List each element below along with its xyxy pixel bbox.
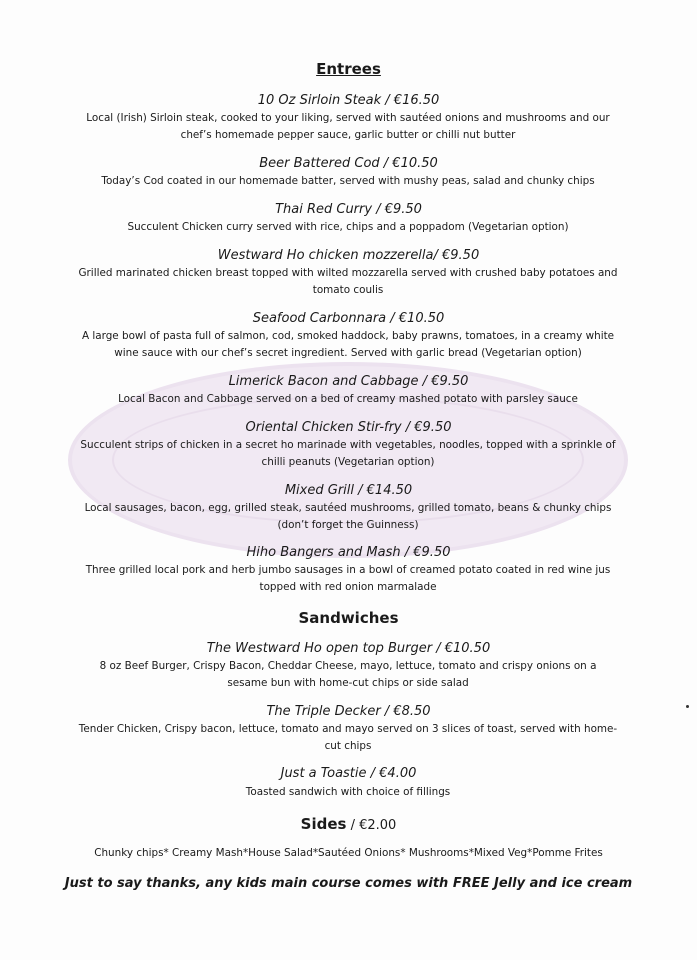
dish-name: Oriental Chicken Stir-fry / €9.50 (245, 420, 452, 435)
dish-description: Grilled marinated chicken breast topped with wilted mozzarella served with crushed baby potatoes and tomato coulis (78, 267, 618, 296)
sandwiches-heading: Sandwiches (298, 609, 399, 627)
entrees-heading (0, 60, 697, 78)
dish-description: Three grilled local pork and herb jumbo sausages in a bowl of creamed potato coated in red wine jus topped with red onion marmalade (85, 564, 611, 593)
dish-description: Today’s Cod coated in our homemade batter, served with mushy peas, salad and chunky chips (101, 175, 595, 187)
dish-description: Local sausages, bacon, egg, grilled steak, sautéed mushrooms, grilled tomato, beans & chunky chips (don’t forget the Guinness) (84, 502, 612, 531)
sides-list: Chunky chips* Creamy Mash*House Salad*Sautéed Onions* Mushrooms*Mixed Veg*Pomme Frites (94, 847, 603, 859)
scan-speck (686, 705, 689, 708)
dish-description: 8 oz Beef Burger, Crispy Bacon, Cheddar Cheese, mayo, lettuce, tomato and crispy onions on a sesame bun with home-cut chips or side salad (99, 660, 597, 689)
dish-name: Limerick Bacon and Cabbage / €9.50 (228, 374, 469, 389)
dish-name: The Triple Decker / €8.50 (266, 704, 431, 719)
sides-price: / €2.00 (346, 818, 397, 833)
dish-description: Succulent Chicken curry served with rice, chips and a poppadom (Vegetarian option) (127, 221, 569, 233)
dish-name: Just a Toastie / €4.00 (280, 766, 417, 781)
dish-name: Seafood Carbonnara / €10.50 (252, 311, 445, 326)
dish-name: Beer Battered Cod / €10.50 (259, 156, 438, 171)
dish-description: Succulent strips of chicken in a secret ho marinade with vegetables, noodles, topped with a sprinkle of chilli peanuts (Vegetarian option) (80, 439, 616, 468)
dish-description: Tender Chicken, Crispy bacon, lettuce, tomato and mayo served on 3 slices of toast, served with home-cut chips (78, 723, 618, 752)
entrees-heading-text: Entrees (316, 60, 381, 78)
dish-description: Toasted sandwich with choice of fillings (245, 786, 451, 798)
dish-name: Thai Red Curry / €9.50 (275, 202, 422, 217)
kids-offer-note: Just to say thanks, any kids main course comes with FREE Jelly and ice cream (64, 876, 633, 891)
sides-heading (0, 815, 697, 833)
dish-name: Mixed Grill / €14.50 (284, 483, 413, 498)
dish-name: The Westward Ho open top Burger / €10.50 (206, 641, 491, 656)
dish-description: Local Bacon and Cabbage served on a bed of creamy mashed potato with parsley sauce (118, 393, 578, 405)
dish-name: Hiho Bangers and Mash / €9.50 (246, 545, 451, 560)
dish-description: A large bowl of pasta full of salmon, cod, smoked haddock, baby prawns, tomatoes, in a creamy white wine sauce with our chef’s secret ingredient. Served with garlic bread (Vegetarian option) (81, 330, 615, 359)
dish-description: Local (Irish) Sirloin steak, cooked to your liking, served with sautéed onions and mushrooms and our chef’s homemade pepper sauce, garlic butter or chilli nut butter (86, 112, 610, 141)
dish-name: 10 Oz Sirloin Steak / €16.50 (257, 93, 440, 108)
dish-name: Westward Ho chicken mozzerella/ €9.50 (217, 248, 480, 263)
sides-heading-text: Sides (300, 815, 347, 833)
